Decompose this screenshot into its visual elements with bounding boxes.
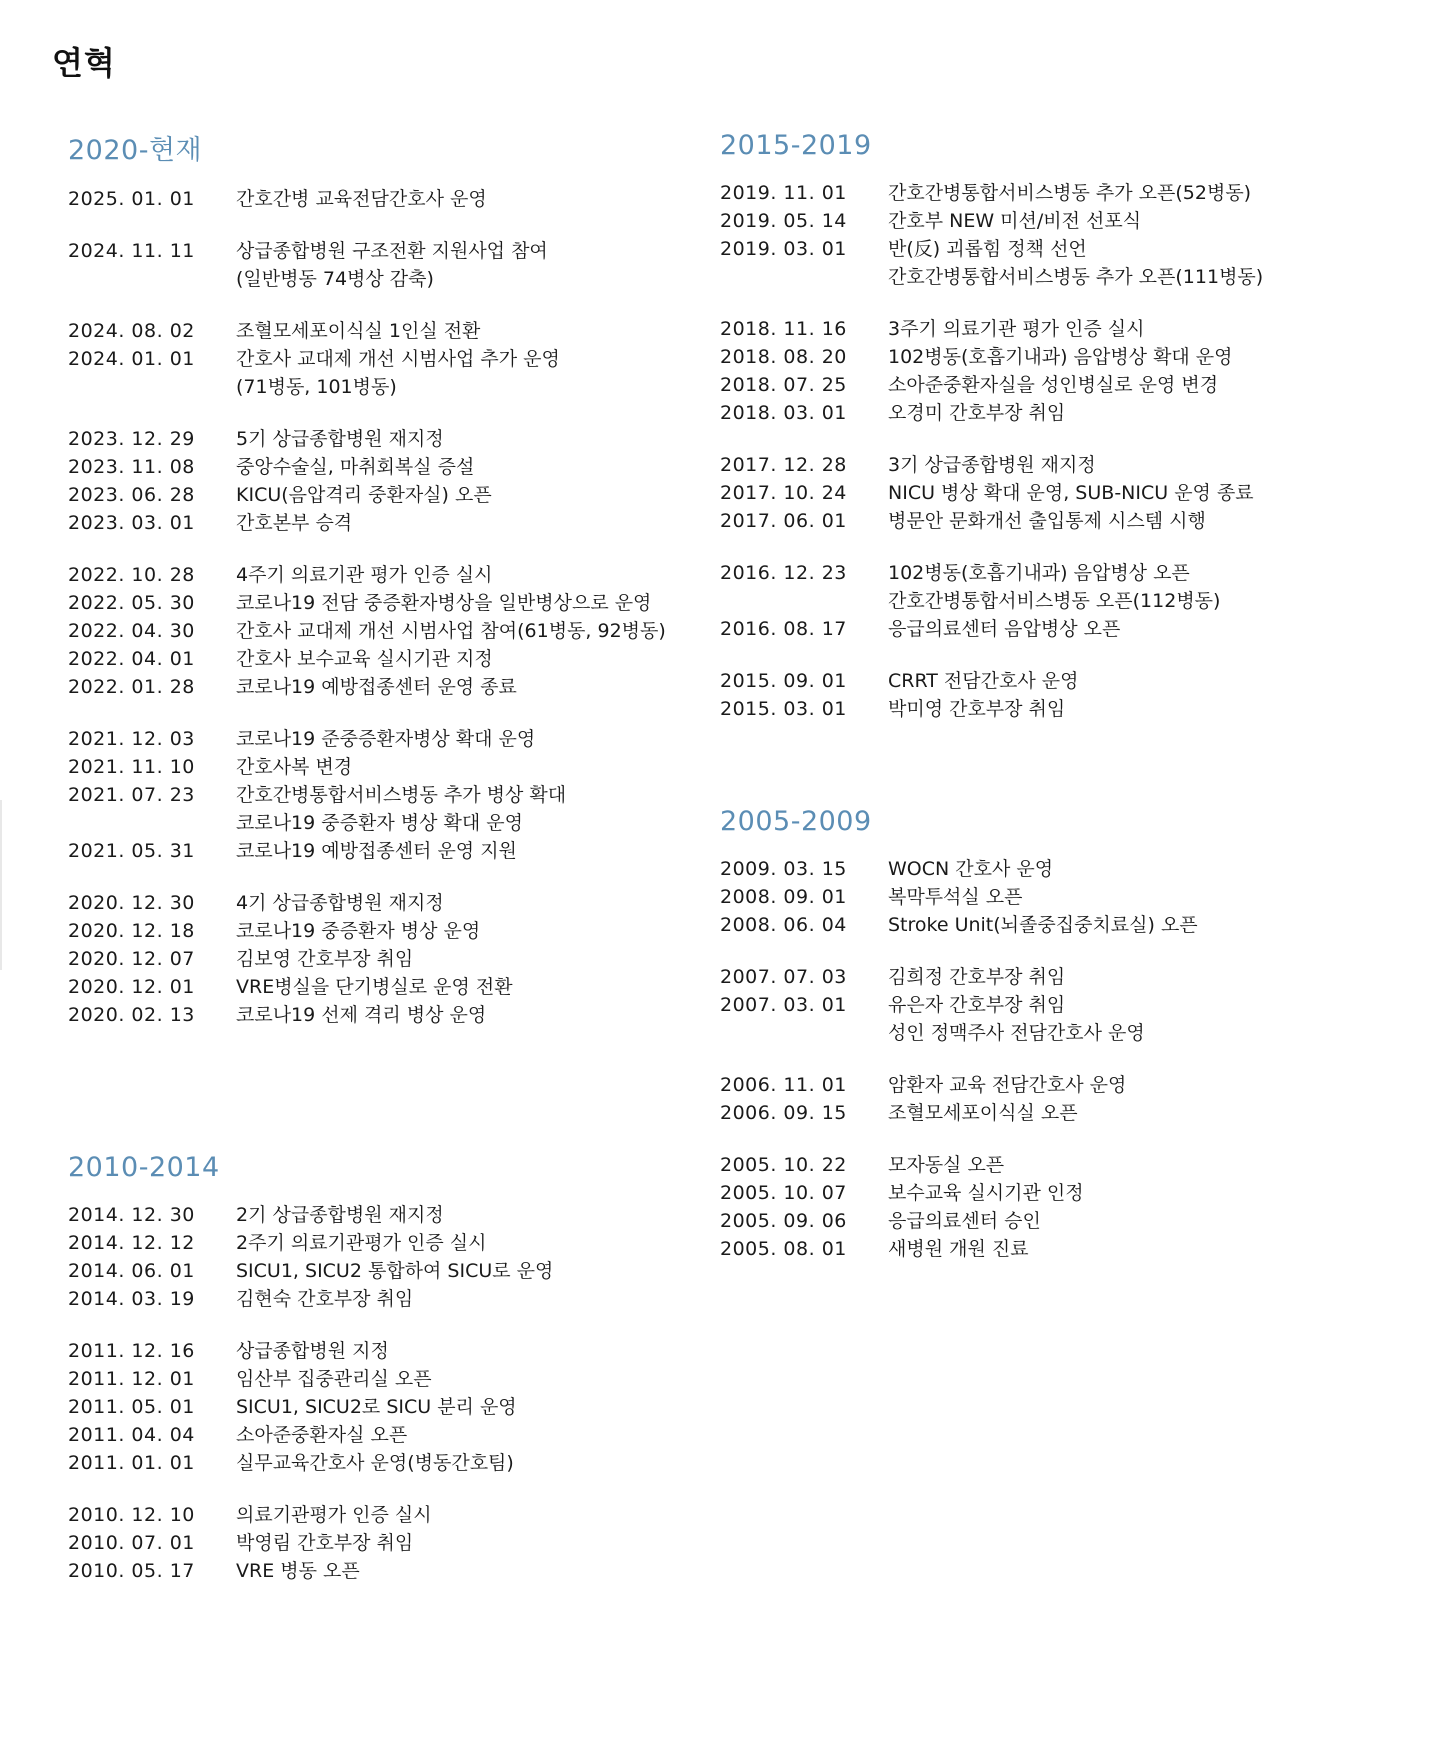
- timeline-date: 2024. 11. 11: [68, 240, 195, 262]
- timeline-date: 2018. 08. 20: [720, 346, 847, 368]
- timeline-event: 김희정 간호부장 취임: [888, 966, 1066, 988]
- timeline-events: [888, 179, 1380, 207]
- timeline-group: [720, 315, 1380, 427]
- timeline-group: [720, 855, 1380, 939]
- timeline-date: 2016. 08. 17: [720, 618, 847, 640]
- timeline-event: SICU1, SICU2 통합하여 SICU로 운영: [236, 1260, 554, 1282]
- timeline-date: 2014. 03. 19: [68, 1288, 195, 1310]
- timeline-row: [68, 561, 728, 589]
- timeline-events: [236, 589, 728, 617]
- timeline-row: [68, 1337, 728, 1365]
- timeline-events: [888, 883, 1380, 911]
- timeline-event: 성인 정맥주사 전담간호사 운영: [888, 1022, 1145, 1044]
- timeline-row: [68, 1257, 728, 1285]
- timeline-date: 2020. 12. 07: [68, 948, 195, 970]
- timeline-row: [68, 237, 728, 293]
- timeline-event: (일반병동 74병상 감축): [236, 268, 434, 290]
- timeline-event: 3기 상급종합병원 재지정: [888, 454, 1096, 476]
- left-edge-rule: [0, 800, 2, 970]
- timeline-date: 2021. 05. 31: [68, 840, 195, 862]
- timeline-event: CRRT 전담간호사 운영: [888, 670, 1079, 692]
- timeline-group: [720, 1071, 1380, 1127]
- section-title: 2020-현재: [68, 135, 203, 166]
- timeline-date: 2020. 12. 01: [68, 976, 195, 998]
- timeline-date: 2018. 11. 16: [720, 318, 847, 340]
- timeline-events: [236, 1365, 728, 1393]
- section-2010-2014: [68, 1152, 728, 1609]
- timeline-event: 2기 상급종합병원 재지정: [236, 1204, 444, 1226]
- timeline-row: [720, 559, 1380, 615]
- timeline-row: [68, 889, 728, 917]
- timeline-event: VRE병실을 단기병실로 운영 전환: [236, 976, 513, 998]
- timeline-row: [720, 371, 1380, 399]
- timeline-row: [720, 1099, 1380, 1127]
- timeline-events: [236, 1337, 728, 1365]
- timeline-date: 2005. 09. 06: [720, 1210, 847, 1232]
- timeline-date: 2015. 09. 01: [720, 670, 847, 692]
- timeline-date: 2024. 08. 02: [68, 320, 195, 342]
- timeline-events: [888, 1235, 1380, 1263]
- timeline-events: [236, 1001, 728, 1029]
- timeline-events: [888, 343, 1380, 371]
- timeline-group: [68, 1201, 728, 1313]
- timeline-date: 2014. 12. 30: [68, 1204, 195, 1226]
- timeline-row: [68, 185, 728, 213]
- timeline-events: [888, 615, 1380, 643]
- timeline-row: [720, 1071, 1380, 1099]
- timeline-group: [68, 1337, 728, 1477]
- timeline-events: [236, 753, 728, 781]
- timeline-date: 2011. 04. 04: [68, 1424, 195, 1446]
- timeline-event: (71병동, 101병동): [236, 376, 397, 398]
- timeline-date: 2016. 12. 23: [720, 562, 847, 584]
- timeline-event: 유은자 간호부장 취임: [888, 994, 1066, 1016]
- timeline-event: 4주기 의료기관 평가 인증 실시: [236, 564, 493, 586]
- timeline-row: [720, 1235, 1380, 1263]
- timeline-event: WOCN 간호사 운영: [888, 858, 1054, 880]
- timeline-event: 102병동(호흡기내과) 음압병상 확대 운영: [888, 346, 1233, 368]
- timeline-events: [236, 1501, 728, 1529]
- timeline-event: 간호간병 교육전담간호사 운영: [236, 188, 487, 210]
- timeline-date: 2023. 11. 08: [68, 456, 195, 478]
- timeline-events: [888, 695, 1380, 723]
- timeline-event: 코로나19 전담 중증환자병상을 일반병상으로 운영: [236, 592, 652, 614]
- timeline-date: 2020. 12. 18: [68, 920, 195, 942]
- timeline-events: [236, 425, 728, 453]
- timeline-events: [888, 559, 1380, 615]
- timeline-events: [236, 453, 728, 481]
- timeline-events: [236, 617, 728, 645]
- timeline-event: 중앙수술실, 마취회복실 증설: [236, 456, 475, 478]
- timeline-event: 임산부 집중관리실 오픈: [236, 1368, 432, 1390]
- timeline-events: [888, 1099, 1380, 1127]
- timeline-row: [68, 781, 728, 837]
- timeline-events: [888, 963, 1380, 991]
- timeline-events: [236, 781, 728, 837]
- timeline-date: 2022. 04. 30: [68, 620, 195, 642]
- timeline-date: 2011. 12. 16: [68, 1340, 195, 1362]
- timeline-row: [68, 673, 728, 701]
- timeline-group: [720, 559, 1380, 643]
- timeline-group: [68, 561, 728, 701]
- timeline-date: 2019. 05. 14: [720, 210, 847, 232]
- timeline-events: [236, 481, 728, 509]
- timeline-events: [236, 673, 728, 701]
- section-2020-present: [68, 128, 728, 1053]
- timeline-event: 102병동(호흡기내과) 음압병상 오픈: [888, 562, 1190, 584]
- timeline-date: 2011. 01. 01: [68, 1452, 195, 1474]
- timeline-events: [236, 1529, 728, 1557]
- timeline-events: [236, 1285, 728, 1313]
- timeline-events: [888, 1071, 1380, 1099]
- timeline-row: [68, 1001, 728, 1029]
- timeline-events: [236, 973, 728, 1001]
- timeline-date: 2010. 05. 17: [68, 1560, 195, 1582]
- timeline-event: 코로나19 중증환자 병상 운영: [236, 920, 481, 942]
- timeline-row: [720, 1151, 1380, 1179]
- timeline-event: SICU1, SICU2로 SICU 분리 운영: [236, 1396, 517, 1418]
- timeline-date: 2005. 10. 22: [720, 1154, 847, 1176]
- timeline-date: 2015. 03. 01: [720, 698, 847, 720]
- timeline-events: [888, 855, 1380, 883]
- timeline-event: 상급종합병원 지정: [236, 1340, 389, 1362]
- timeline-events: [236, 345, 728, 401]
- timeline-date: 2019. 11. 01: [720, 182, 847, 204]
- timeline-event: 코로나19 예방접종센터 운영 종료: [236, 676, 517, 698]
- timeline-event: 5기 상급종합병원 재지정: [236, 428, 444, 450]
- timeline-event: 간호사복 변경: [236, 756, 353, 778]
- timeline-events: [888, 235, 1380, 291]
- section-2005-2009: [720, 806, 1380, 1287]
- timeline-group: [68, 425, 728, 537]
- timeline-event: 코로나19 예방접종센터 운영 지원: [236, 840, 517, 862]
- timeline-row: [720, 315, 1380, 343]
- timeline-date: 2023. 06. 28: [68, 484, 195, 506]
- timeline-event: NICU 병상 확대 운영, SUB-NICU 운영 종료: [888, 482, 1254, 504]
- timeline-event: 3주기 의료기관 평가 인증 실시: [888, 318, 1145, 340]
- timeline-row: [720, 963, 1380, 991]
- timeline-events: [236, 1257, 728, 1285]
- timeline-events: [888, 315, 1380, 343]
- timeline-date: 2007. 03. 01: [720, 994, 847, 1016]
- timeline-events: [236, 917, 728, 945]
- timeline-date: 2014. 06. 01: [68, 1260, 195, 1282]
- timeline-events: [236, 1449, 728, 1477]
- timeline-event: 모자동실 오픈: [888, 1154, 1005, 1176]
- timeline-row: [68, 725, 728, 753]
- timeline-row: [720, 855, 1380, 883]
- timeline-row: [68, 917, 728, 945]
- timeline-row: [68, 345, 728, 401]
- timeline-date: 2017. 10. 24: [720, 482, 847, 504]
- section-title: 2010-2014: [68, 1152, 220, 1183]
- timeline-date: 2010. 12. 10: [68, 1504, 195, 1526]
- timeline-date: 2014. 12. 12: [68, 1232, 195, 1254]
- timeline-row: [68, 1201, 728, 1229]
- timeline-row: [68, 481, 728, 509]
- timeline-row: [720, 343, 1380, 371]
- timeline-events: [888, 399, 1380, 427]
- timeline-group: [720, 451, 1380, 535]
- timeline-row: [68, 1285, 728, 1313]
- timeline-group: [720, 963, 1380, 1047]
- page-title: 연혁: [52, 44, 116, 82]
- timeline-events: [236, 837, 728, 865]
- section-title: 2015-2019: [720, 130, 872, 161]
- timeline-date: 2021. 11. 10: [68, 756, 195, 778]
- timeline-date: 2025. 01. 01: [68, 188, 195, 210]
- timeline-row: [720, 695, 1380, 723]
- timeline-event: 응급의료센터 음압병상 오픈: [888, 618, 1121, 640]
- timeline-group: [68, 725, 728, 865]
- timeline-row: [68, 753, 728, 781]
- timeline-events: [888, 667, 1380, 695]
- timeline-group: [68, 1501, 728, 1585]
- timeline-event: 박미영 간호부장 취임: [888, 698, 1066, 720]
- timeline-row: [68, 1393, 728, 1421]
- timeline-date: 2011. 12. 01: [68, 1368, 195, 1390]
- timeline-group: [720, 1151, 1380, 1263]
- timeline-event: 4기 상급종합병원 재지정: [236, 892, 444, 914]
- timeline-group: [68, 185, 728, 213]
- timeline-row: [68, 837, 728, 865]
- timeline-events: [236, 185, 728, 213]
- timeline-group: [68, 237, 728, 293]
- timeline-date: 2018. 03. 01: [720, 402, 847, 424]
- timeline-events: [888, 911, 1380, 939]
- timeline-row: [68, 1449, 728, 1477]
- timeline-events: [236, 1229, 728, 1257]
- timeline-date: 2009. 03. 15: [720, 858, 847, 880]
- timeline-event: 소아준중환자실을 성인병실로 운영 변경: [888, 374, 1219, 396]
- timeline-date: 2006. 11. 01: [720, 1074, 847, 1096]
- timeline-event: 조혈모세포이식실 오픈: [888, 1102, 1078, 1124]
- timeline-date: 2023. 03. 01: [68, 512, 195, 534]
- timeline-event: 코로나19 선제 격리 병상 운영: [236, 1004, 487, 1026]
- timeline-date: 2005. 08. 01: [720, 1238, 847, 1260]
- timeline-date: 2005. 10. 07: [720, 1182, 847, 1204]
- timeline-group: [68, 317, 728, 401]
- timeline-event: VRE 병동 오픈: [236, 1560, 360, 1582]
- timeline-event: 간호사 교대제 개선 시범사업 추가 운영: [236, 348, 560, 370]
- timeline-events: [888, 1151, 1380, 1179]
- timeline-row: [720, 883, 1380, 911]
- timeline-row: [720, 615, 1380, 643]
- timeline-event: 암환자 교육 전담간호사 운영: [888, 1074, 1127, 1096]
- timeline-date: 2022. 05. 30: [68, 592, 195, 614]
- timeline-row: [720, 991, 1380, 1047]
- timeline-row: [720, 507, 1380, 535]
- timeline-events: [236, 509, 728, 537]
- timeline-event: Stroke Unit(뇌졸중집중치료실) 오픈: [888, 914, 1198, 936]
- timeline-event: 반(反) 괴롭힘 정책 선언: [888, 238, 1087, 260]
- timeline-date: 2022. 04. 01: [68, 648, 195, 670]
- timeline-events: [888, 1179, 1380, 1207]
- timeline-row: [68, 453, 728, 481]
- timeline-events: [236, 889, 728, 917]
- timeline-event: 간호사 보수교육 실시기관 지정: [236, 648, 493, 670]
- timeline-row: [68, 945, 728, 973]
- timeline-row: [68, 589, 728, 617]
- timeline-events: [236, 645, 728, 673]
- timeline-events: [236, 237, 728, 293]
- timeline-row: [720, 911, 1380, 939]
- timeline-events: [888, 451, 1380, 479]
- timeline-date: 2022. 10. 28: [68, 564, 195, 586]
- timeline-row: [720, 1179, 1380, 1207]
- timeline-event: 의료기관평가 인증 실시: [236, 1504, 432, 1526]
- timeline-row: [720, 479, 1380, 507]
- timeline-event: 코로나19 준중증환자병상 확대 운영: [236, 728, 536, 750]
- timeline-events: [888, 1207, 1380, 1235]
- timeline-events: [236, 1421, 728, 1449]
- timeline-event: 복막투석실 오픈: [888, 886, 1023, 908]
- timeline-date: 2024. 01. 01: [68, 348, 195, 370]
- timeline-row: [720, 399, 1380, 427]
- timeline-event: 새병원 개원 진료: [888, 1238, 1029, 1260]
- timeline-event: 병문안 문화개선 출입통제 시스템 시행: [888, 510, 1206, 532]
- timeline-row: [720, 667, 1380, 695]
- timeline-row: [68, 425, 728, 453]
- timeline-event: 상급종합병원 구조전환 지원사업 참여: [236, 240, 548, 262]
- timeline-row: [68, 1421, 728, 1449]
- timeline-date: 2022. 01. 28: [68, 676, 195, 698]
- timeline-event: 김보영 간호부장 취임: [236, 948, 414, 970]
- timeline-row: [68, 645, 728, 673]
- timeline-date: 2019. 03. 01: [720, 238, 847, 260]
- timeline-event: 실무교육간호사 운영(병동간호팀): [236, 1452, 514, 1474]
- timeline-events: [236, 945, 728, 973]
- timeline-event: 간호본부 승격: [236, 512, 353, 534]
- timeline-event: 코로나19 중증환자 병상 확대 운영: [236, 812, 523, 834]
- timeline-event: 조혈모세포이식실 1인실 전환: [236, 320, 481, 342]
- timeline-row: [68, 1557, 728, 1585]
- timeline-date: 2018. 07. 25: [720, 374, 847, 396]
- timeline-event: 김현숙 간호부장 취임: [236, 1288, 414, 1310]
- timeline-event: 간호간병통합서비스병동 추가 병상 확대: [236, 784, 567, 806]
- timeline-event: 소아준중환자실 오픈: [236, 1424, 408, 1446]
- timeline-event: 응급의료센터 승인: [888, 1210, 1041, 1232]
- timeline-events: [236, 1557, 728, 1585]
- timeline-row: [68, 317, 728, 345]
- timeline-events: [236, 317, 728, 345]
- timeline-row: [68, 973, 728, 1001]
- timeline-date: 2020. 02. 13: [68, 1004, 195, 1026]
- timeline-row: [68, 1529, 728, 1557]
- timeline-row: [68, 617, 728, 645]
- timeline-date: 2008. 09. 01: [720, 886, 847, 908]
- timeline-group: [720, 179, 1380, 291]
- timeline-date: 2020. 12. 30: [68, 892, 195, 914]
- timeline-row: [720, 179, 1380, 207]
- timeline-date: 2021. 07. 23: [68, 784, 195, 806]
- timeline-events: [888, 207, 1380, 235]
- timeline-date: 2023. 12. 29: [68, 428, 195, 450]
- timeline-date: 2007. 07. 03: [720, 966, 847, 988]
- timeline-event: KICU(음압격리 중환자실) 오픈: [236, 484, 492, 506]
- timeline-row: [720, 235, 1380, 291]
- timeline-date: 2017. 06. 01: [720, 510, 847, 532]
- timeline-row: [68, 1229, 728, 1257]
- timeline-event: 오경미 간호부장 취임: [888, 402, 1066, 424]
- timeline-event: 간호간병통합서비스병동 추가 오픈(111병동): [888, 266, 1264, 288]
- timeline-event: 보수교육 실시기관 인정: [888, 1182, 1084, 1204]
- section-title: 2005-2009: [720, 806, 872, 837]
- timeline-date: 2006. 09. 15: [720, 1102, 847, 1124]
- timeline-date: 2017. 12. 28: [720, 454, 847, 476]
- timeline-events: [236, 561, 728, 589]
- timeline-events: [236, 1201, 728, 1229]
- timeline-event: 2주기 의료기관평가 인증 실시: [236, 1232, 487, 1254]
- timeline-group: [68, 889, 728, 1029]
- timeline-date: 2008. 06. 04: [720, 914, 847, 936]
- timeline-events: [888, 479, 1380, 507]
- timeline-group: [720, 667, 1380, 723]
- timeline-event: 간호간병통합서비스병동 오픈(112병동): [888, 590, 1221, 612]
- timeline-events: [888, 371, 1380, 399]
- timeline-row: [68, 1365, 728, 1393]
- timeline-event: 간호부 NEW 미션/비전 선포식: [888, 210, 1142, 232]
- timeline-date: 2011. 05. 01: [68, 1396, 195, 1418]
- timeline-event: 박영림 간호부장 취임: [236, 1532, 414, 1554]
- timeline-date: 2021. 12. 03: [68, 728, 195, 750]
- timeline-events: [888, 991, 1380, 1047]
- timeline-events: [236, 1393, 728, 1421]
- section-2015-2019: [720, 130, 1380, 747]
- timeline-event: 간호간병통합서비스병동 추가 오픈(52병동): [888, 182, 1252, 204]
- timeline-events: [888, 507, 1380, 535]
- timeline-row: [68, 1501, 728, 1529]
- timeline-events: [236, 725, 728, 753]
- timeline-row: [720, 1207, 1380, 1235]
- timeline-row: [720, 207, 1380, 235]
- timeline-date: 2010. 07. 01: [68, 1532, 195, 1554]
- timeline-event: 간호사 교대제 개선 시범사업 참여(61병동, 92병동): [236, 620, 666, 642]
- timeline-row: [720, 451, 1380, 479]
- timeline-row: [68, 509, 728, 537]
